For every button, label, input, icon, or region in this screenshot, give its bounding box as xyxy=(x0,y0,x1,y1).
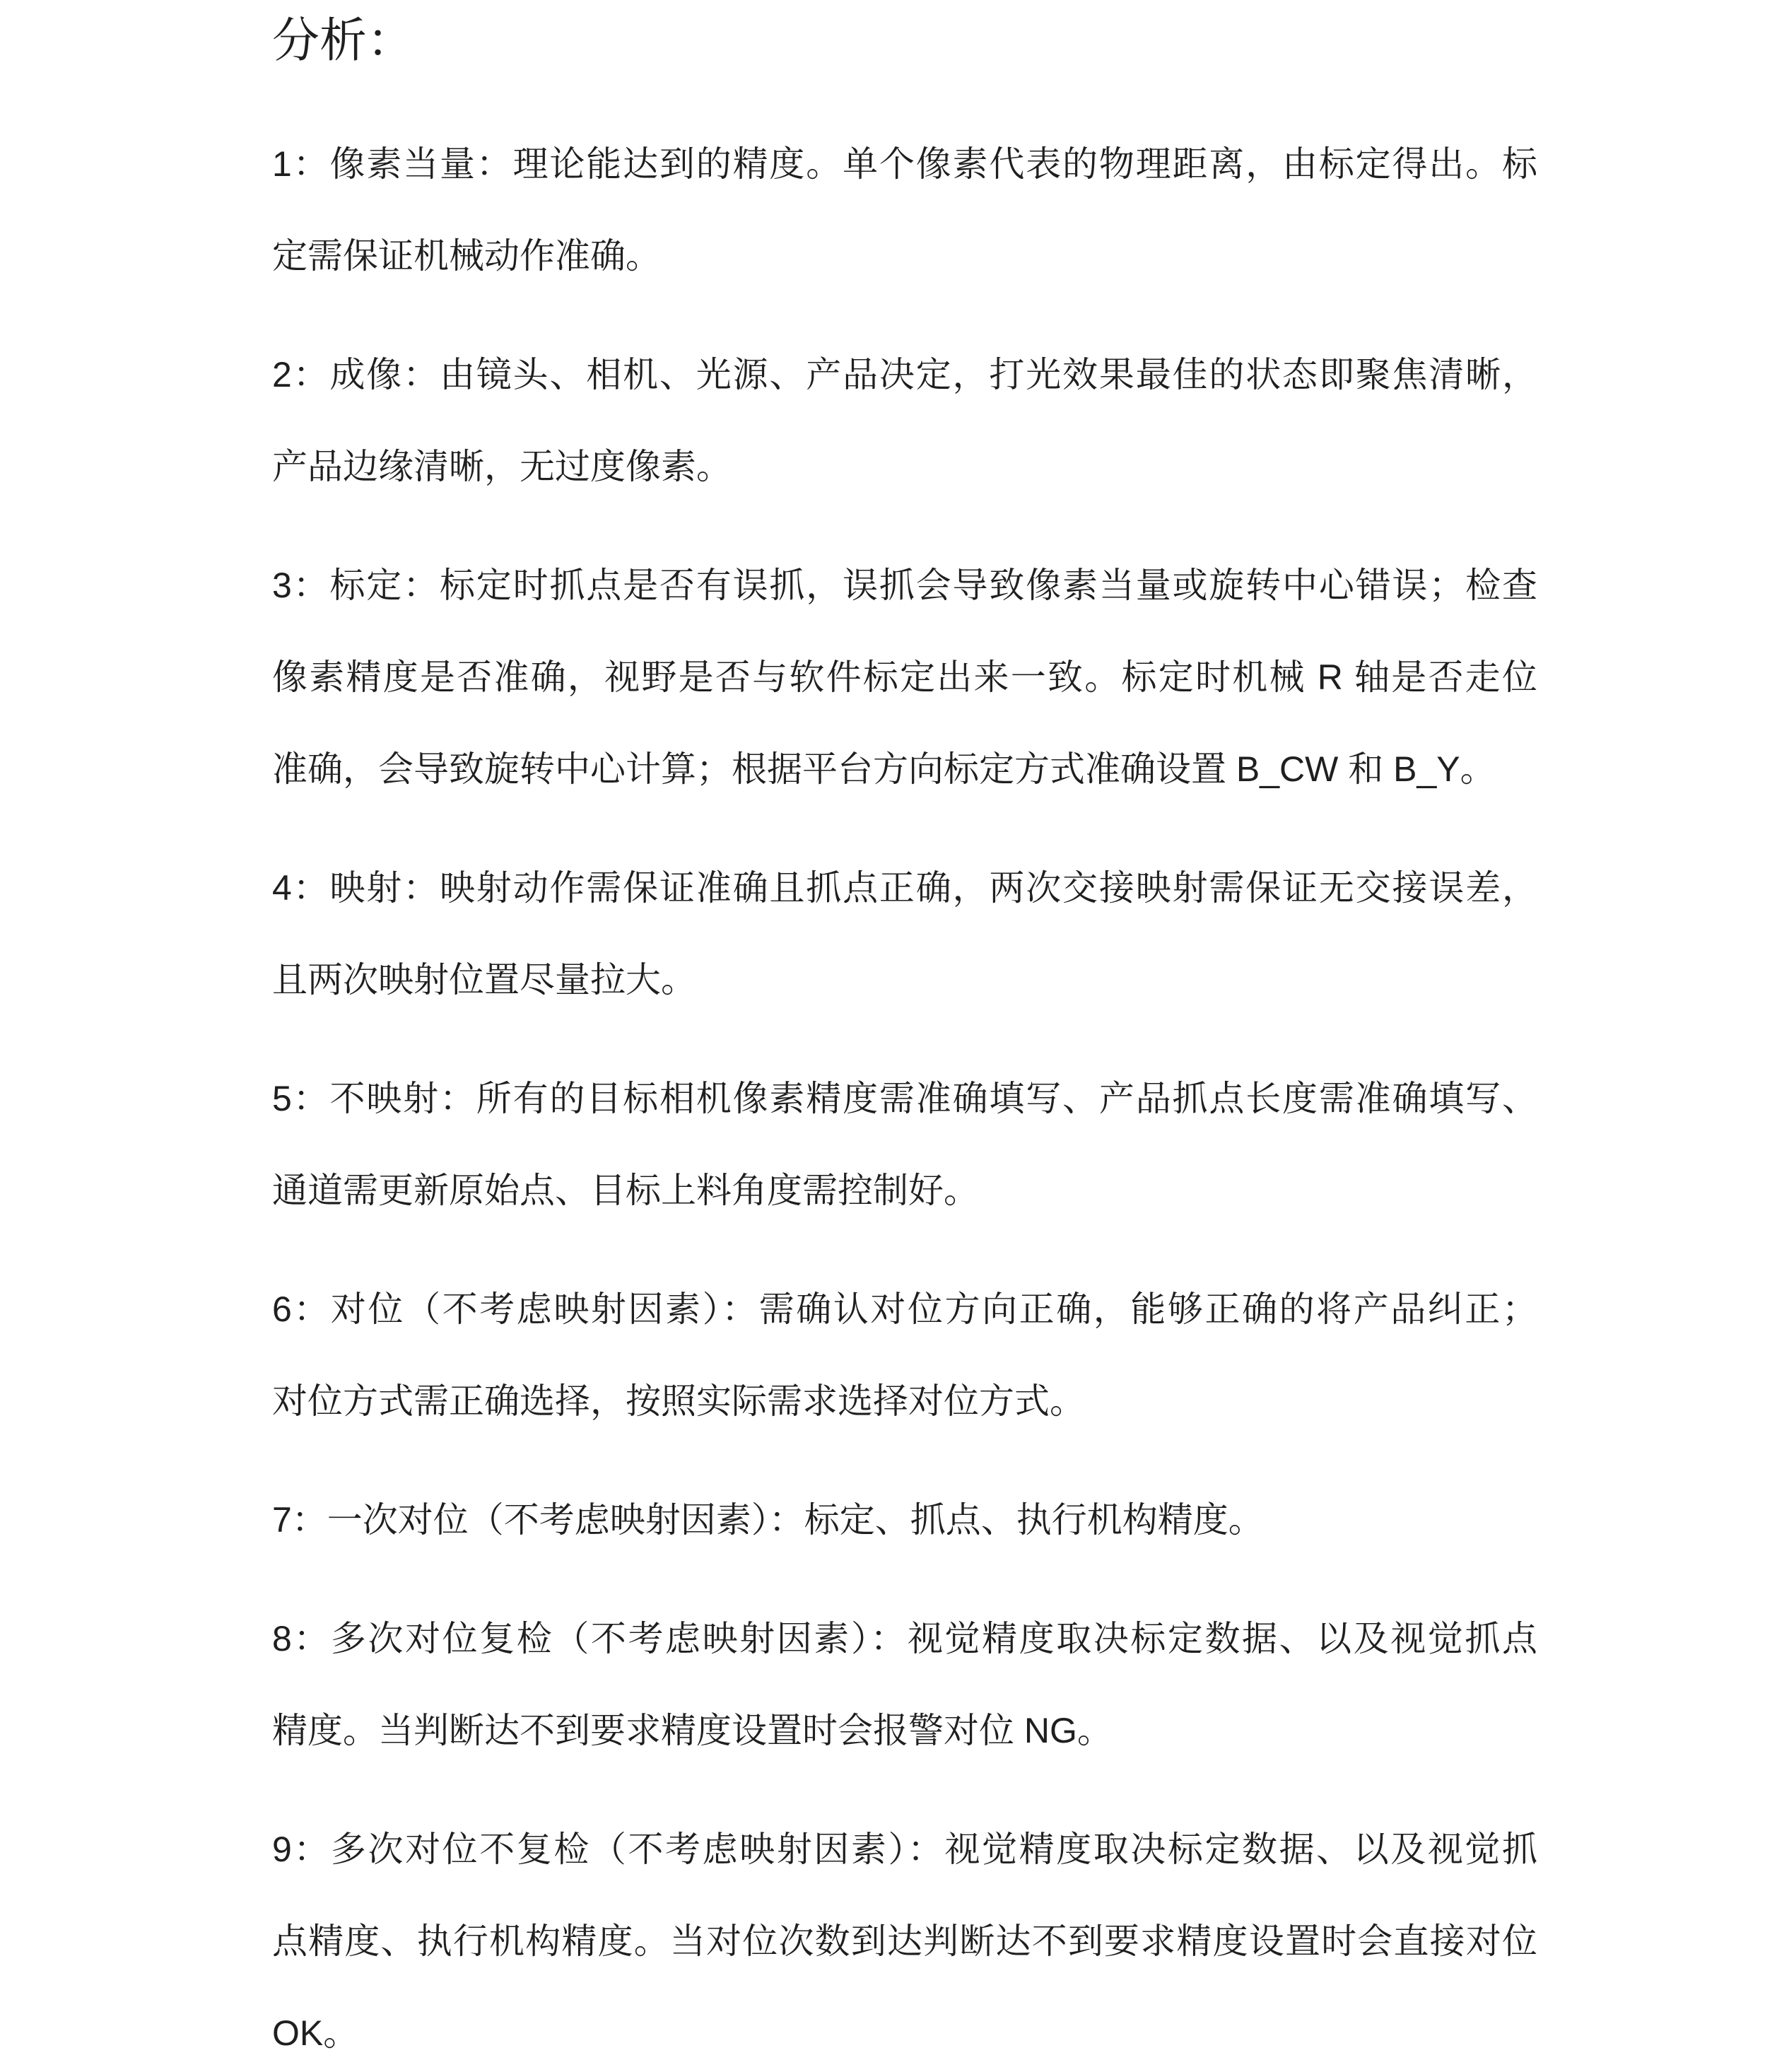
text-line: 8：多次对位复检（不考虑映射因素）：视觉精度取决标定数据、以及视觉抓点 xyxy=(272,1619,1537,1658)
text-line: 4：映射：映射动作需保证准确且抓点正确，两次交接映射需保证无交接误差， xyxy=(272,868,1537,908)
text-line: 准确，会导致旋转中心计算；根据平台方向标定方式准确设置 B_CW 和 B_Y。 xyxy=(272,749,1496,789)
text-line: 3：标定：标定时抓点是否有误抓，误抓会导致像素当量或旋转中心错误；检查 xyxy=(272,566,1537,605)
text-line: 2：成像：由镜头、相机、光源、产品决定，打光效果最佳的状态即聚焦清晰， xyxy=(272,355,1537,394)
paragraph-3 xyxy=(272,539,1537,815)
text-line: 且两次映射位置尽量拉大。 xyxy=(272,960,696,1000)
paragraph-8 xyxy=(272,1593,1537,1777)
paragraph-4 xyxy=(272,842,1537,1026)
text-line: 7：一次对位（不考虑映射因素）：标定、抓点、执行机构精度。 xyxy=(272,1500,1264,1540)
text-line: 精度。当判断达不到要求精度设置时会报警对位 NG。 xyxy=(272,1711,1113,1750)
paragraph-1 xyxy=(272,118,1537,302)
paragraph-6 xyxy=(272,1263,1537,1447)
text-line: OK。 xyxy=(272,2013,359,2053)
text-line: 9：多次对位不复检（不考虑映射因素）：视觉精度取决标定数据、以及视觉抓 xyxy=(272,1830,1537,1869)
text-line: 产品边缘清晰，无过度像素。 xyxy=(272,447,732,486)
text-line: 5：不映射：所有的目标相机像素精度需准确填写、产品抓点长度需准确填写、 xyxy=(272,1079,1537,1118)
paragraph-2 xyxy=(272,329,1537,513)
text-line: 1：像素当量：理论能达到的精度。单个像素代表的物理距离，由标定得出。标 xyxy=(272,144,1537,184)
text-line: 对位方式需正确选择，按照实际需求选择对位方式。 xyxy=(272,1381,1085,1421)
page-title: 分析： xyxy=(272,15,414,67)
text-line: 点精度、执行机构精度。当对位次数到达判断达不到要求精度设置时会直接对位 xyxy=(272,1921,1537,1961)
paragraph-9 xyxy=(272,1803,1537,2072)
text-line: 通道需更新原始点、目标上料角度需控制好。 xyxy=(272,1171,979,1210)
paragraph-5 xyxy=(272,1053,1537,1236)
text-line: 6：对位（不考虑映射因素）：需确认对位方向正确，能够正确的将产品纠正； xyxy=(272,1289,1537,1329)
text-line: 像素精度是否准确，视野是否与软件标定出来一致。标定时机械 R 轴是否走位 xyxy=(272,657,1537,697)
paragraph-7 xyxy=(272,1474,1537,1566)
text-line: 定需保证机械动作准确。 xyxy=(272,236,661,276)
